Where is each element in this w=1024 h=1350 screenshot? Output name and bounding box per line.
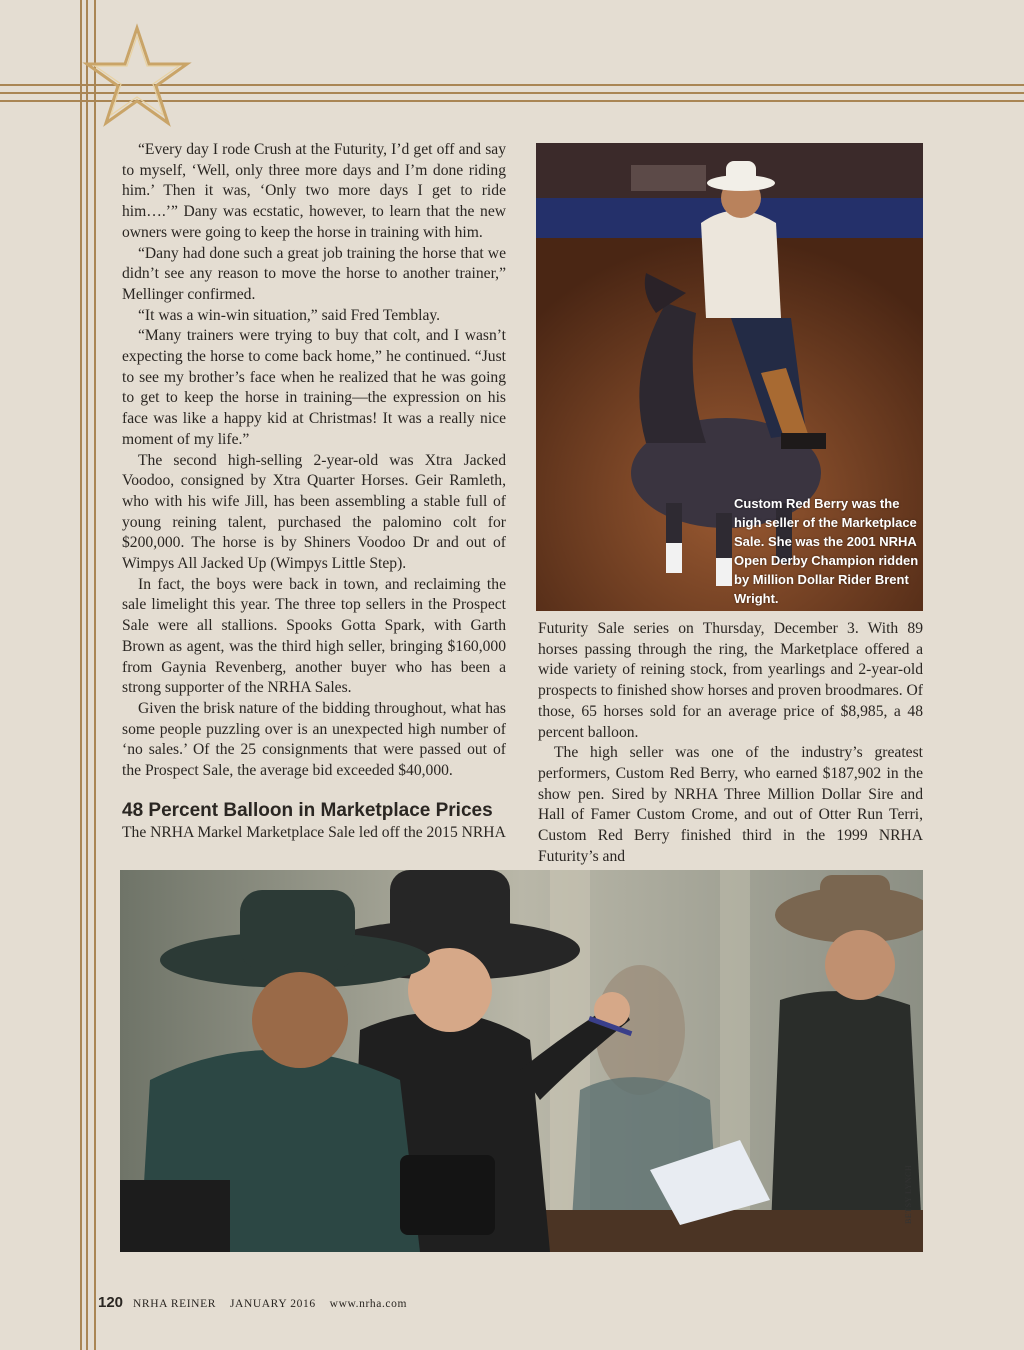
body-paragraph: In fact, the boys were back in town, and reclaiming the sale limelight this year. The three top sellers in the Prospect Sale were all stallions. Spooks Gotta Spark, with Garth Brown as agent, was the third high seller, bringing $160,000 from Gaynia Revenberg, another buyer who has been a strong supporter of the NRHA Sales. [122,575,506,697]
left-text-column [122,140,506,844]
page-footer [98,1294,407,1311]
magazine-name: NRHA REINER [133,1298,216,1310]
page-number: 120 [98,1294,124,1311]
body-paragraph: “Dany had done such a great job training the horse that we didn’t see any reason to move the horse to another trainer,” Mellinger confirmed. [122,244,506,303]
frame-vertical-line [94,0,96,1350]
body-paragraph: The second high-selling 2-year-old was Xtra Jacked Voodoo, consigned by Xtra Quarter Horses. Geir Ramleth, who with his wife Jill, has been assembling a stable full of young reining talent, purchased the palomino colt for $200,000. The horse is by Shiners Voodoo Dr and out of Wimpys All Jacked Up (Wimpys Little Step). [122,451,506,573]
star-ornament-icon [82,22,192,132]
right-text-column [538,619,923,867]
horse-rider-photo [536,143,923,611]
body-paragraph: “It was a win-win situation,” said Fred Temblay. [138,306,441,324]
section-subhead: 48 Percent Balloon in Marketplace Prices [122,799,493,821]
buyers-illustration [120,870,923,1252]
photo-credit: BETSY LYNCH [904,1164,913,1224]
issue-date: JANUARY 2016 [229,1298,316,1310]
buyers-photo [120,870,923,1252]
photo-caption: Custom Red Berry was the high seller of the Marketplace Sale. She was the 2001 NRHA Open Derby Champion ridden by Million Dollar Rider Brent Wright. [734,496,919,606]
body-paragraph: “Many trainers were trying to buy that colt, and I wasn’t expecting the horse to come back home,” he continued. “Just to see my brother’s face when he realized that he was going to get to keep the horse in training—the expression on his face was like a happy kid at Christmas! It was a really nice moment of my life.” [122,327,506,448]
body-paragraph: The high seller was one of the industry’s greatest performers, Custom Red Berry, who earned $187,902 in the show pen. Sired by NRHA Three Million Dollar Sire and Hall of Famer Custom Crome, and out of Otter Run Terri, Custom Red Berry finished third in the 1999 NRHA Futurity’s and [538,744,923,865]
frame-vertical-line [80,0,82,1350]
body-paragraph: Futurity Sale series on Thursday, December 3. With 89 horses passing through the ring, the Marketplace offered a wide variety of reining stock, from yearlings and 2-year-old prospects to finished show horses and proven broodmares. Of those, 65 horses sold for an average price of $8,985, a 48 percent balloon. [538,620,924,741]
body-paragraph: “Every day I rode Crush at the Futurity, I’d get off and say to myself, ‘Well, only three more days and I’m done riding him.’ Then it was, ‘Only two more days I get to ride him….’” Dany was ecstatic, however, to learn that the new owners were going to keep the horse in training with him. [122,141,506,241]
website-link[interactable]: www.nrha.com [329,1298,408,1310]
body-paragraph: Given the brisk nature of the bidding throughout, what has some people puzzling over is an unexpected high number of ‘no sales.’ Of the 25 consignments that were passed out of the Prospect Sale, the average bid exceeded $40,000. [122,699,506,780]
body-paragraph: The NRHA Markel Marketplace Sale led off the 2015 NRHA [122,823,506,841]
frame-vertical-line [86,0,88,1350]
